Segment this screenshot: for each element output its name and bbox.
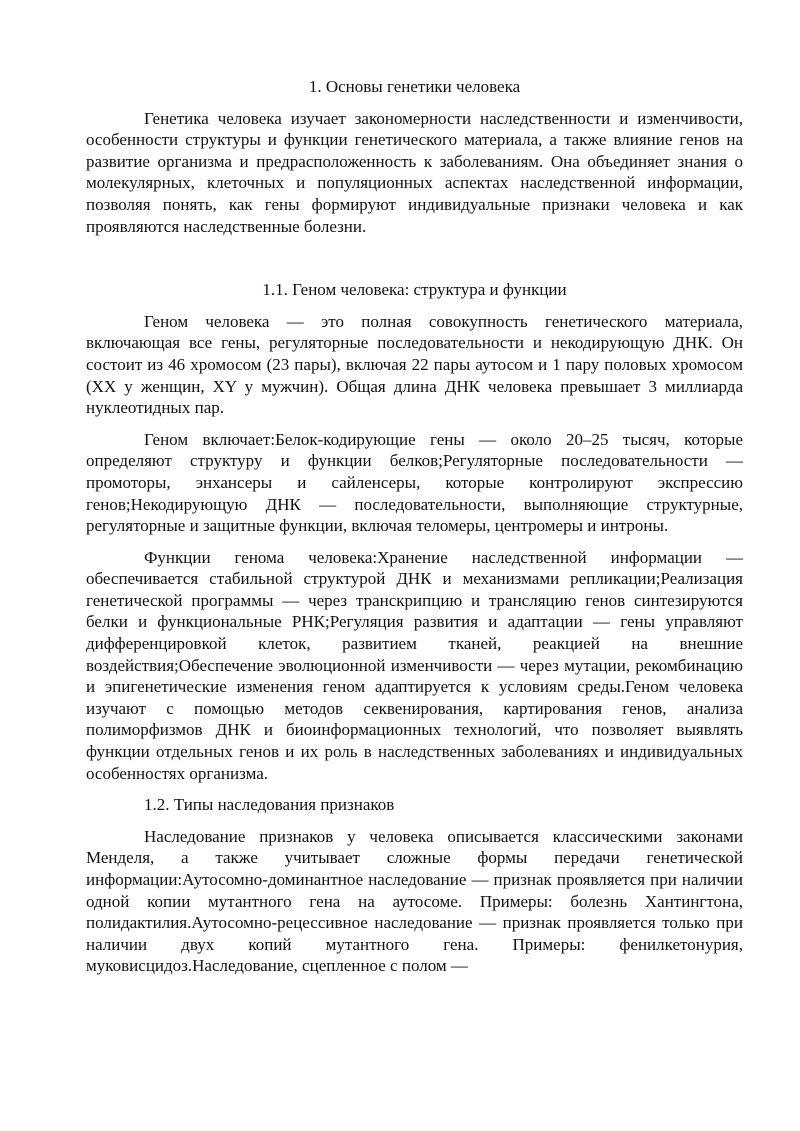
spacer bbox=[86, 237, 743, 279]
document-body bbox=[86, 76, 743, 977]
section-1-1-paragraph-1: Геном человека — это полная совокупность генетического материала, включающая все гены, регуляторные последовательности и некодирующую ДНК. Он состоит из 46 хромосом (23 пары), включая 22 пары аутосом и 1 пару половых хромосом (XX у женщин, XY у мужчин). Общая длина ДНК человека превышает 3 миллиарда нуклеотидных пар. bbox=[86, 311, 743, 418]
spacer bbox=[86, 537, 743, 547]
section-1-2-paragraph-1: Наследование признаков у человека описывается классическими законами Менделя, а также учитывает сложные формы передачи генетической информации:Аутосомно-доминантное наследование — признак проявляется при наличии одной копии мутантного гена на аутосоме. Примеры: болезнь Хантингтона, полидактилия.Аутосомно-рецессивное наследование — признак проявляется только при наличии двух копий мутантного гена. Примеры: фенилкетонурия, муковисцидоз.Наследование, сцепленное с полом — bbox=[86, 826, 743, 976]
spacer bbox=[86, 419, 743, 429]
section-1-2-heading: 1.2. Типы наследования признаков bbox=[144, 795, 395, 815]
section-1-1-heading: 1.1. Геном человека: структура и функции bbox=[262, 280, 567, 300]
spacer bbox=[86, 98, 743, 108]
spacer bbox=[86, 816, 743, 826]
spacer bbox=[86, 301, 743, 311]
section-1-paragraph-1: Генетика человека изучает закономерности наследственности и изменчивости, особенности структуры и функции генетического материала, а также влияние генов на развитие организма и предрасположенность к заболеваниям. Она объединяет знания о молекулярных, клеточных и популяционных аспектах наследственной информации, позволяя понять, как гены формируют индивидуальные признаки человека и как проявляются наследственные болезни. bbox=[86, 108, 743, 236]
section-1-1-paragraph-2: Геном включает:Белок-кодирующие гены — около 20–25 тысяч, которые определяют структуру и функции белков;Регуляторные последовательности — промоторы, энхансеры и сайленсеры, которые контролируют экспрессию генов;Некодирующую ДНК — последовательности, выполняющие структурные, регуляторные и защитные функции, включая теломеры, центромеры и интроны. bbox=[86, 429, 743, 536]
section-1-heading: 1. Основы генетики человека bbox=[308, 77, 521, 96]
section-1-1-paragraph-3: Функции генома человека:Хранение наследственной информации — обеспечивается стабильной структурой ДНК и механизмами репликации;Реализация генетической программы — через транскрипцию и трансляцию генов синтезируются белки и функциональные РНК;Регуляция развития и адаптации — гены управляют дифференцировкой клеток, развитием тканей, реакцией на внешние воздействия;Обеспечение эволюционной изменчивости — через мутации, рекомбинацию и эпигенетические изменения геном адаптируется к условиям среды.Геном человека изучают с помощью методов секвенирования, картирования генов, анализа полиморфизмов ДНК и биоинформационных технологий, что позволяет выявлять функции отдельных генов и их роль в наследственных заболеваниях и индивидуальных особенностях организма. bbox=[86, 547, 743, 783]
spacer bbox=[86, 784, 743, 794]
